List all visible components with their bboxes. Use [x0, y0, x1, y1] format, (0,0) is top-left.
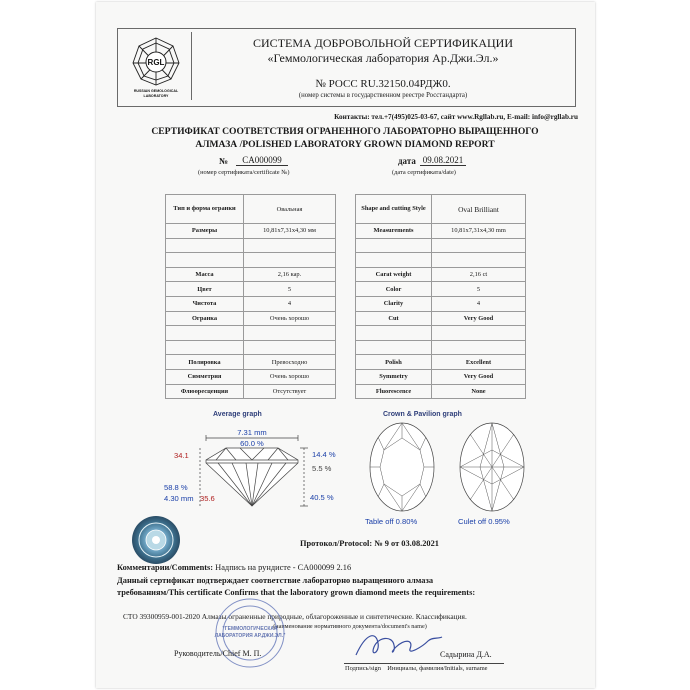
- ru-row-6-value: Очень хорошо: [244, 311, 336, 326]
- en-row-6-value: Very Good: [432, 311, 526, 326]
- comments-line: [117, 563, 351, 572]
- protocol-line: Протокол/Protocol: № 9 от 03.08.2021: [300, 539, 439, 548]
- en-row-1-label: Measurements: [356, 224, 432, 239]
- ru-row-1-value: 10,81x7,31x4,30 мм: [244, 224, 336, 239]
- pavilion-angle-label: 35.6: [200, 494, 215, 503]
- report-title-line2: АЛМАЗА /POLISHED LABORATORY GROWN DIAMOND REPORT: [195, 139, 495, 150]
- en-row-7-label: [356, 326, 432, 341]
- ru-row-8-value: [244, 340, 336, 355]
- ru-row-7-label: [166, 326, 244, 341]
- en-row-2-value: [432, 238, 526, 253]
- ru-row-2-label: [166, 238, 244, 253]
- en-row-6-label: Cut: [356, 311, 432, 326]
- table-off-label: Table off 0.80%: [365, 517, 418, 526]
- en-row-1-value: 10,81x7,31x4,30 mm: [432, 224, 526, 239]
- pavilion-pct-label: 40.5 %: [310, 493, 334, 502]
- ru-row-8-label: [166, 340, 244, 355]
- crown-pavilion-title: Crown & Pavilion graph: [383, 411, 462, 418]
- ru-row-9-value: Превосходно: [244, 355, 336, 370]
- en-row-0-label: Shape and cutting Style: [356, 195, 432, 224]
- en-row-2-label: [356, 238, 432, 253]
- en-row-9-label: Polish: [356, 355, 432, 370]
- statement-line1: Данный сертификат подтверждает соответствие лабораторно выращенного алмаза: [117, 576, 434, 585]
- ru-row-5-label: Чистота: [166, 296, 244, 311]
- culet-off-label: Culet off 0.95%: [458, 517, 510, 526]
- hologram-seal-icon: [130, 514, 182, 566]
- en-row-8-value: [432, 340, 526, 355]
- ru-row-0-value: Овальная: [244, 195, 336, 224]
- standard-note: (наименование нормативного документа/document's name): [273, 623, 427, 630]
- ru-row-spacer-a-value: [244, 253, 336, 268]
- en-row-10-value: Very Good: [432, 369, 526, 384]
- depth-mm-label: 4.30 mm: [164, 494, 194, 503]
- ru-row-1-label: Размеры: [166, 224, 244, 239]
- stamp-text-2: ЛАБОРАТОРИЯ АР.ДЖИ.ЭЛ.": [214, 633, 286, 639]
- registration-number: № РОСС RU.32150.04РДЖ0.: [315, 78, 451, 90]
- stamp-text-1: "ГЕММОЛОГИЧЕСКАЯ: [222, 626, 278, 632]
- crown-pct-label: 14.4 %: [312, 450, 336, 459]
- signature-caption: Подпись/sign Инициалы, фамилия/Initials, surname: [345, 665, 488, 672]
- ru-row-4-value: 5: [244, 282, 336, 297]
- signatory-name: Садырина Д.А.: [440, 650, 492, 659]
- ru-row-0-label: Тип и форма огранки: [166, 195, 244, 224]
- average-graph-title: Average graph: [213, 411, 262, 418]
- cert-number-label: №: [219, 156, 229, 166]
- ru-row-10-value: Очень хорошо: [244, 369, 336, 384]
- en-row-5-label: Clarity: [356, 296, 432, 311]
- ru-row-4-label: Цвет: [166, 282, 244, 297]
- en-row-3-value: 2,16 ct: [432, 267, 526, 282]
- cert-date-caption: (дата сертификата/date): [392, 169, 456, 176]
- ru-row-spacer-a: [166, 253, 244, 268]
- chief-label: Руководитель/Chief М. П.: [174, 649, 262, 658]
- cert-date-label: дата: [398, 156, 416, 166]
- ru-row-11-label: Флюоресценция: [166, 384, 244, 399]
- en-row-11-value: None: [432, 384, 526, 399]
- en-row-0-value: Oval Brilliant: [432, 195, 526, 224]
- ru-row-11-value: Отсутствует: [244, 384, 336, 399]
- registration-note: (номер системы в государственном реестре Росстандарта): [298, 92, 468, 99]
- report-title-line1: СЕРТИФИКАТ СООТВЕТСТВИЯ ОГРАНЕННОГО ЛАБОРАТОРНО ВЫРАЩЕННОГО: [151, 126, 539, 137]
- crown-angle-label: 34.1: [174, 451, 189, 460]
- rgl-emblem-icon: [121, 32, 191, 100]
- crown-pavilion-diagram: [360, 420, 540, 520]
- comments-value: Надпись на рундисте - CA000099 2.16: [215, 563, 352, 572]
- ru-row-3-label: Масса: [166, 267, 244, 282]
- signature-rule: [344, 663, 504, 664]
- en-row-8-label: [356, 340, 432, 355]
- contacts-line: Контакты: тел.+7(495)025-03-67, сайт www.Rgllab.ru, E-mail: info@rgllab.ru: [334, 113, 578, 121]
- en-row-9-value: Excellent: [432, 355, 526, 370]
- table-pct-label: 60.0 %: [240, 439, 264, 448]
- characteristics-table-en: [355, 194, 526, 399]
- girdle-pct-label: 5.5 %: [312, 464, 332, 473]
- comments-label: Комментарии/Comments:: [117, 563, 214, 572]
- ru-row-6-label: Огранка: [166, 311, 244, 326]
- diamond-profile-diagram: [160, 422, 340, 530]
- en-row-4-value: 5: [432, 282, 526, 297]
- standard-line: СТО 39300959-001-2020 Алмазы ограненные природные, облагороженные и синтетические. Классификация.: [123, 612, 467, 621]
- depth-pct-label: 58.8 %: [164, 483, 188, 492]
- company-stamp: [214, 597, 286, 669]
- ru-row-5-value: 4: [244, 296, 336, 311]
- ru-row-3-value: 2,16 кар.: [244, 267, 336, 282]
- logo-text: RGL: [147, 58, 165, 67]
- ru-row-10-label: Симметрия: [166, 369, 244, 384]
- system-title: СИСТЕМА ДОБРОВОЛЬНОЙ СЕРТИФИКАЦИИ: [253, 36, 513, 50]
- en-row-7-value: [432, 326, 526, 341]
- cert-number-caption: (номер сертификата/certificate №): [198, 169, 290, 176]
- en-row-5-value: 4: [432, 296, 526, 311]
- logo-caption-1: RUSSIAN GEMOLOGICAL: [133, 89, 179, 93]
- characteristics-table-ru: [165, 194, 336, 399]
- en-row-spacer-a-value: [432, 253, 526, 268]
- en-row-spacer-a: [356, 253, 432, 268]
- en-row-11-label: Fluorescence: [356, 384, 432, 399]
- system-subtitle: «Геммологическая лаборатория Ар.Джи.Эл.»: [267, 51, 499, 65]
- signature: [348, 625, 448, 665]
- cert-date-value: 09.08.2021: [420, 155, 466, 166]
- en-row-3-label: Carat weight: [356, 267, 432, 282]
- logo-caption-2: LABORATORY: [143, 94, 169, 98]
- ru-row-2-value: [244, 238, 336, 253]
- rgl-logo: [121, 32, 192, 100]
- en-row-10-label: Symmetry: [356, 369, 432, 384]
- en-row-4-label: Color: [356, 282, 432, 297]
- statement-line2: требованиям/This certificate Confirms that the laboratory grown diamond meets the requirements:: [117, 588, 476, 597]
- width-mm-label: 7.31 mm: [237, 428, 267, 437]
- cert-number-value: CA000099: [236, 155, 288, 166]
- ru-row-7-value: [244, 326, 336, 341]
- ru-row-9-label: Полировка: [166, 355, 244, 370]
